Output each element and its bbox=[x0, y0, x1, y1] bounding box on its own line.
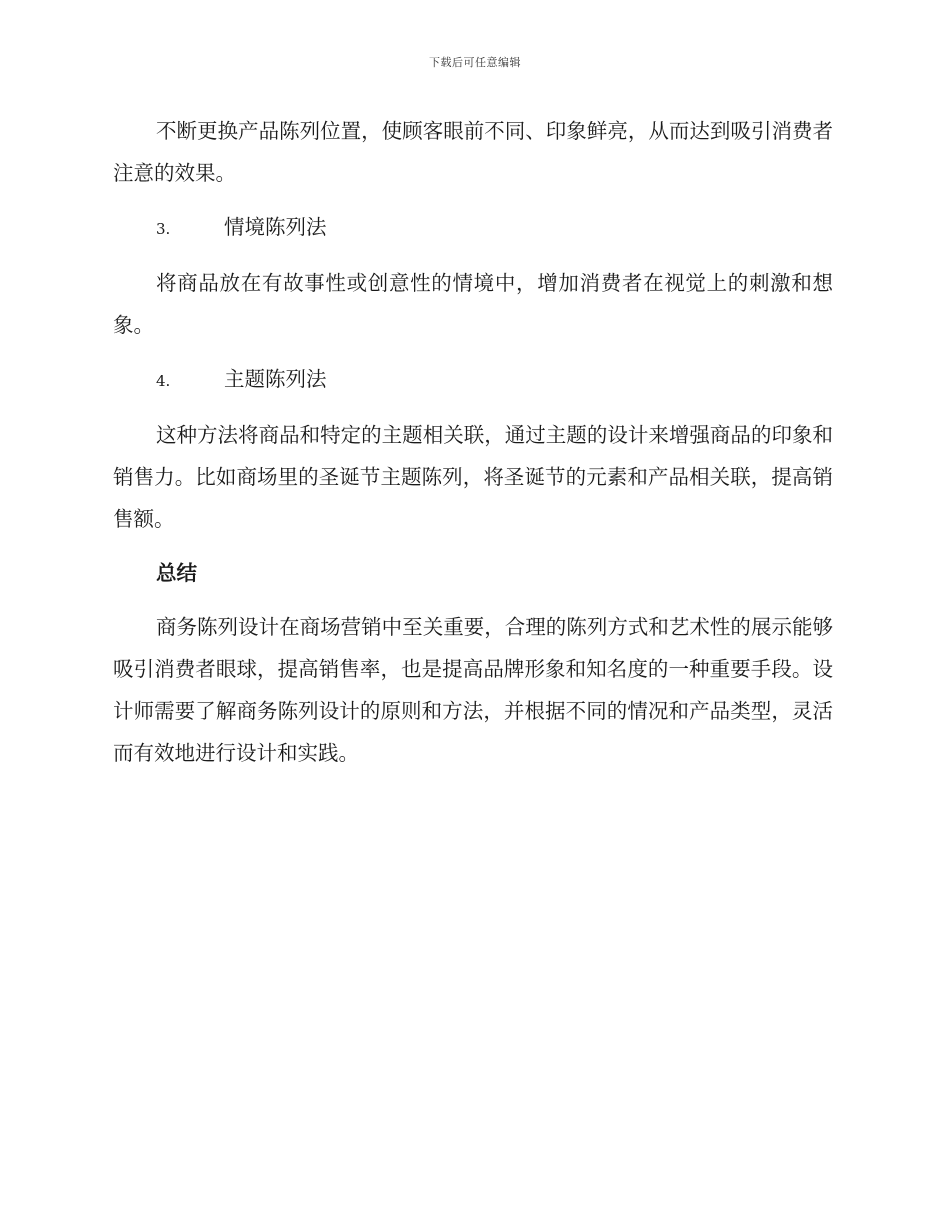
page-header: 下载后可任意编辑 bbox=[429, 56, 521, 69]
list-item-3 bbox=[113, 206, 833, 250]
list-item-number: 3. bbox=[156, 220, 171, 238]
list-item-title: 主题陈列法 bbox=[224, 367, 327, 391]
list-item-4 bbox=[113, 358, 833, 402]
list-item-number: 4. bbox=[156, 372, 171, 390]
paragraph-theme-display: 这种方法将商品和特定的主题相关联，通过主题的设计来增强商品的印象和销售力。比如商场里的圣诞节主题陈列，将圣诞节的元素和产品相关联，提高销售额。 bbox=[113, 423, 833, 531]
paragraph-situational-display: 将商品放在有故事性或创意性的情境中，增加消费者在视觉上的刺激和想象。 bbox=[113, 271, 833, 337]
section-heading-summary: 总结 bbox=[156, 561, 197, 585]
paragraph-summary: 商务陈列设计在商场营销中至关重要，合理的陈列方式和艺术性的展示能够吸引消费者眼球，提高销售率，也是提高品牌形象和知名度的一种重要手段。设计师需要了解商务陈列设计的原则和方法，并根据不同的情况和产品类型，灵活而有效地进行设计和实践。 bbox=[113, 615, 833, 765]
document-body bbox=[113, 110, 833, 774]
list-item-title: 情境陈列法 bbox=[224, 215, 327, 239]
paragraph-display-rotation: 不断更换产品陈列位置，使顾客眼前不同、印象鲜亮，从而达到吸引消费者注意的效果。 bbox=[113, 119, 833, 185]
